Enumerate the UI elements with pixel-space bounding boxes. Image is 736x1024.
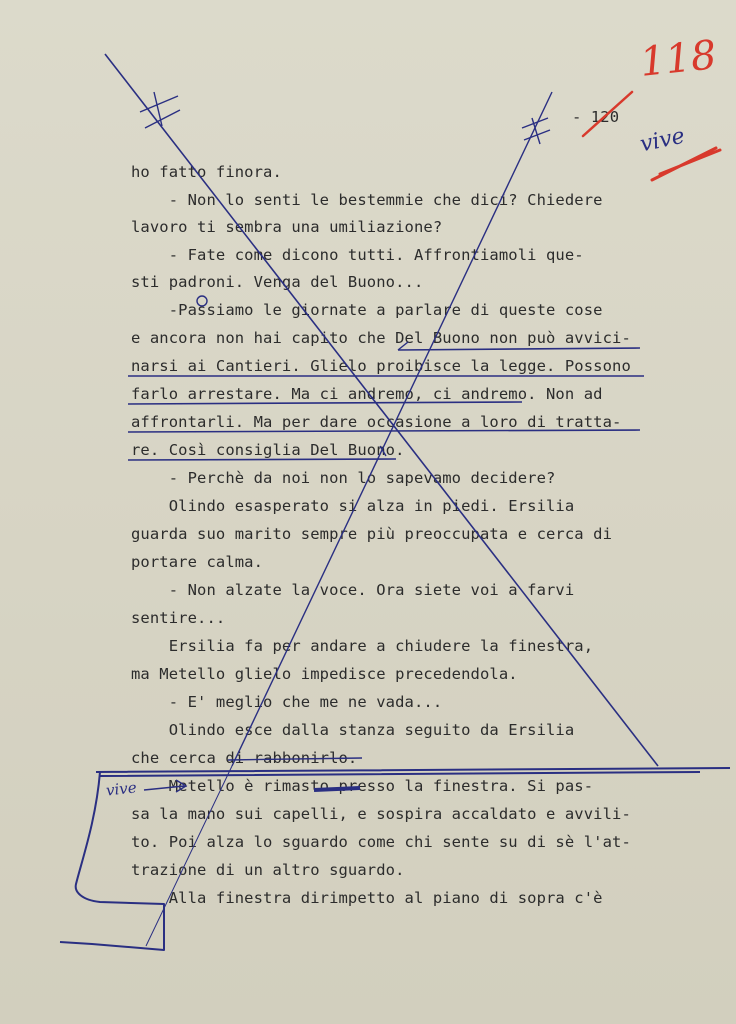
- typed-line: lavoro ti sembra una umiliazione?: [131, 218, 443, 236]
- typed-line: Olindo esce dalla stanza seguito da Ersilia: [131, 721, 575, 739]
- typed-line: sentire...: [131, 609, 226, 627]
- typed-line: farlo arrestare. Ma ci andremo, ci andremo. Non ad: [131, 385, 603, 403]
- typed-line: to. Poi alza lo sguardo come chi sente su di sè l'at-: [131, 833, 631, 851]
- cross-out-tick: [522, 118, 550, 144]
- typed-line: Alla finestra dirimpetto al piano di sopra c'è: [131, 889, 603, 907]
- typed-line: sti padroni. Venga del Buono...: [131, 273, 424, 291]
- typed-line: - Non lo senti le bestemmie che dici? Chiedere: [131, 191, 603, 209]
- red-page-number: 118: [637, 32, 719, 86]
- typed-line: guarda suo marito sempre più preoccupata e cerca di: [131, 525, 613, 543]
- cross-out-stroke: [105, 54, 658, 766]
- margin-note-top: vive: [637, 123, 688, 158]
- typed-line: -Passiamo le giornate a parlare di queste cose: [131, 301, 603, 319]
- typed-line: - Perchè da noi non lo sapevamo decidere?: [131, 469, 556, 487]
- typed-line: Ersilia fa per andare a chiudere la finestra,: [131, 637, 594, 655]
- typed-line: re. Così consiglia Del Buono.: [131, 441, 405, 459]
- separator-line: [96, 768, 730, 776]
- typed-line: ma Metello glielo impedisce precedendola.: [131, 665, 518, 683]
- margin-note-left: vive: [105, 778, 138, 800]
- typed-line: portare calma.: [131, 553, 264, 571]
- typed-line: Metello è rimasto presso la finestra. Si pas-: [131, 777, 594, 795]
- typed-line: - Fate come dicono tutti. Affrontiamoli que-: [131, 246, 584, 264]
- typed-line: Olindo esasperato si alza in piedi. Ersilia: [131, 497, 575, 515]
- typed-line: trazione di un altro sguardo.: [131, 861, 405, 879]
- cross-out-tick: [140, 92, 180, 128]
- typed-line: e ancora non hai capito che Del Buono non può avvici-: [131, 329, 631, 347]
- typed-line: narsi ai Cantieri. Glielo proibisce la legge. Possono: [131, 357, 631, 375]
- page-number: - 120: [572, 108, 620, 126]
- typed-line: che cerca di rabbonirlo.: [131, 749, 358, 767]
- underline: [128, 459, 396, 460]
- typed-line: ho fatto finora.: [131, 163, 282, 181]
- typed-line: affrontarli. Ma per dare occasione a loro di tratta-: [131, 413, 622, 431]
- typed-line: - Non alzate la voce. Ora siete voi a farvi: [131, 581, 575, 599]
- underline: [398, 348, 640, 350]
- typed-line: - E' meglio che me ne vada...: [131, 693, 443, 711]
- typed-line: sa la mano sui capelli, e sospira accaldato e avvili-: [131, 805, 631, 823]
